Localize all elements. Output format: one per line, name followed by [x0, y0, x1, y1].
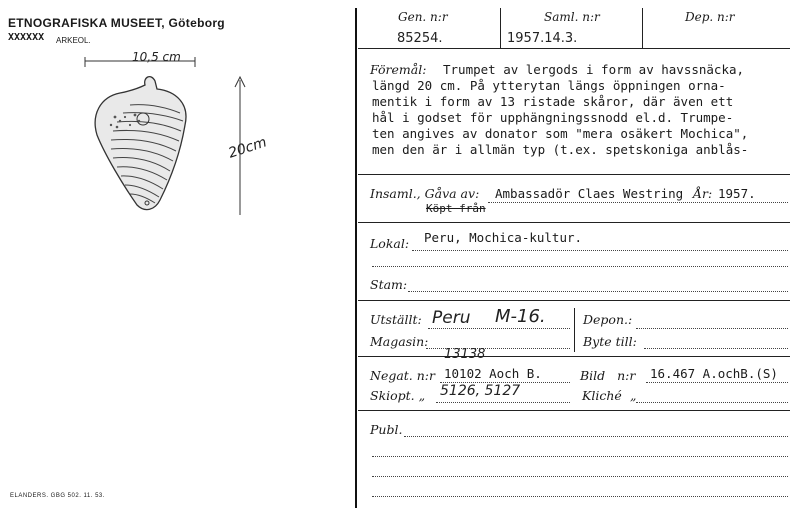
publ-dotted-4 [372, 496, 788, 497]
stam-rule [358, 300, 790, 301]
foremal-label: Föremål: [370, 62, 427, 77]
utstallt-dotted [428, 328, 570, 329]
kliche-dotted [636, 402, 788, 403]
publ-dotted-2 [372, 456, 788, 457]
gen-nr-value: 85254. [397, 31, 443, 46]
kliche-label: Kliché [582, 388, 622, 403]
saml-nr-label: Saml. n:r [544, 10, 600, 24]
byte-dotted [644, 348, 788, 349]
struck-code-stamp: XXXXXX [8, 32, 45, 43]
foremal-line-3: mentik i form av 13 ristade skåror, där även ett [372, 94, 734, 109]
lokal-label: Lokal: [370, 236, 410, 251]
bild-value: 16.467 A.ochB.(S) [650, 366, 778, 381]
kopt-fran-struck: Köpt från [426, 202, 486, 215]
ar-label: År: [693, 186, 713, 201]
publ-dotted-3 [372, 476, 788, 477]
depon-label: Depon.: [583, 312, 633, 327]
depon-divider [574, 308, 575, 352]
skiopt-dotted [436, 402, 570, 403]
magasin-label: Magasin: [370, 334, 429, 349]
lokal-value: Peru, Mochica-kultur. [424, 230, 583, 245]
height-note: 20cm [226, 134, 269, 162]
museum-name: ETNOGRAFISKA MUSEET, Göteborg [8, 16, 225, 30]
printer-imprint: ELANDERS. GBG 502. 11. 53. [10, 493, 105, 499]
stam-label: Stam: [370, 277, 408, 292]
saml-nr-value: 1957.14.3. [507, 31, 578, 46]
negat-value: 10102 Aoch B. [444, 366, 542, 381]
header-rule [358, 48, 790, 49]
skiopt-rule [358, 410, 790, 411]
utstallt-value-1: Peru [432, 308, 471, 328]
ar-value: 1957. [718, 186, 756, 201]
lokal-dotted-2 [372, 266, 788, 267]
insaml-label: Insaml., Gåva av: [370, 186, 480, 201]
skiopt-label: Skiopt. „ [370, 388, 426, 403]
utstallt-value-2: M-16. [495, 306, 546, 327]
foremal-line-4: hål i godset för upphängningssnodd el.d. Trumpe- [372, 110, 734, 125]
foremal-rule [358, 174, 790, 175]
insaml-dotted [488, 202, 788, 203]
negat-label: Negat. n:r [370, 368, 435, 383]
card-divider [355, 8, 357, 508]
depon-dotted [636, 328, 788, 329]
utstallt-label: Utställt: [370, 312, 422, 327]
negat-hand-number: 13138 [444, 347, 486, 362]
byte-till-label: Byte till: [583, 334, 637, 349]
foremal-line-1: Trumpet av lergods i form av havssnäcka, [443, 62, 745, 77]
foremal-line-2: längd 20 cm. På ytterytan längs öppningen orna- [372, 78, 726, 93]
kliche-value: „ [630, 388, 637, 403]
bild-label: Bild n:r [580, 368, 636, 383]
dep-nr-label: Dep. n:r [685, 10, 735, 24]
lokal-dotted-1 [412, 250, 788, 251]
publ-label: Publ. [370, 422, 403, 437]
insaml-rule [358, 222, 790, 223]
gen-nr-label: Gen. n:r [398, 10, 448, 24]
foremal-line-5: ten angives av donator som "mera osäkert Mochica", [372, 126, 749, 141]
publ-dotted-1 [404, 436, 788, 437]
width-note: 10,5 cm [132, 50, 181, 64]
skiopt-value: 5126, 5127 [440, 383, 521, 399]
department-stamp: ARKEOL. [56, 36, 91, 45]
insaml-value: Ambassadör Claes Westring [495, 186, 684, 201]
stam-dotted [408, 291, 788, 292]
utstallt-rule [358, 356, 790, 357]
bild-dotted [646, 382, 788, 383]
header-divider-2 [642, 8, 643, 48]
header-divider-1 [500, 8, 501, 48]
foremal-line-6: men den är i allmän typ (t.ex. spetskoniga anblås- [372, 142, 749, 157]
